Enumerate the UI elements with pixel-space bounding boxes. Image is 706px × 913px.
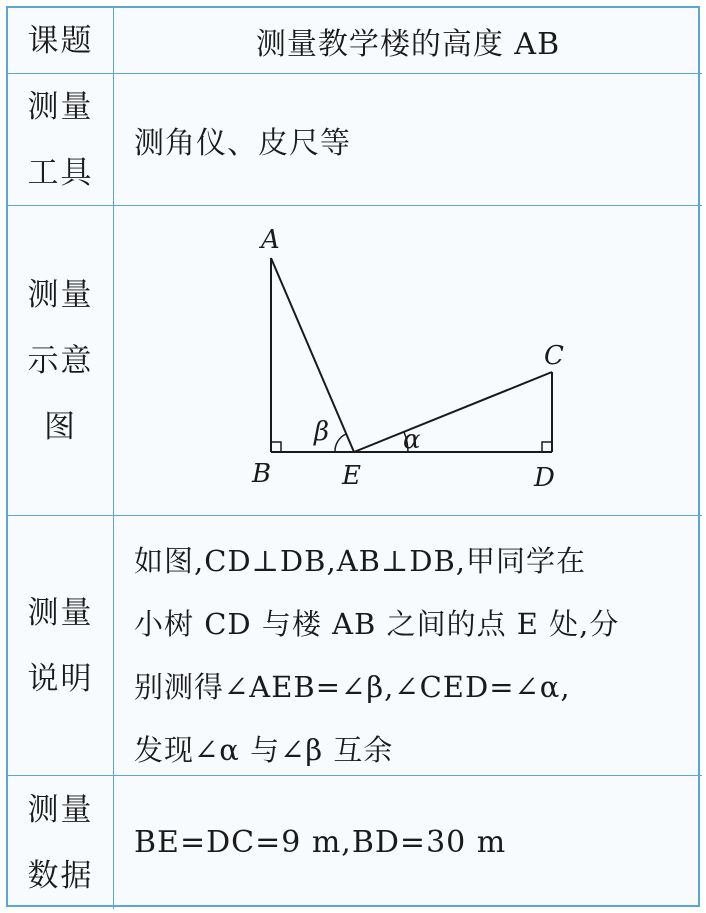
point-a-label: A — [261, 225, 280, 255]
point-b-label: B — [252, 459, 272, 489]
explanation-line: 发现∠α 与∠β 互余 — [134, 733, 394, 767]
point-e-label: E — [342, 461, 361, 491]
right-angle-d — [542, 442, 552, 452]
measurement-diagram — [114, 206, 702, 516]
tools-cell — [114, 74, 702, 206]
right-angle-b — [271, 442, 281, 452]
data-label: 测量 数据 — [8, 776, 114, 909]
explanation-line: 别测得∠AEB=∠β,∠CED=∠α, — [134, 670, 571, 704]
data-cell — [114, 776, 702, 909]
diagram-label: 测量 示意 图 — [8, 206, 114, 516]
segment-ce — [354, 372, 552, 452]
point-c-label: C — [544, 341, 564, 371]
explanation-cell — [114, 516, 702, 776]
beta-arc — [335, 434, 346, 452]
data-value: BE=DC=9 m,BD=30 m — [134, 825, 507, 860]
diagram-cell — [114, 206, 702, 516]
alpha-label: α — [403, 425, 421, 455]
tools-value: 测角仪、皮尺等 — [134, 125, 351, 161]
beta-label: β — [314, 417, 330, 447]
tools-label: 测量 工具 — [8, 74, 114, 206]
topic-cell — [114, 8, 702, 74]
segment-ae — [271, 258, 354, 452]
measurement-table — [6, 6, 700, 907]
topic-label: 课题 — [8, 8, 114, 74]
explanation-line: 小树 CD 与楼 AB 之间的点 E 处,分 — [134, 607, 620, 641]
topic-value: 测量教学楼的高度 AB — [255, 26, 561, 62]
explanation-line: 如图,CD⊥DB,AB⊥DB,甲同学在 — [134, 544, 587, 578]
explanation-label: 测量 说明 — [8, 516, 114, 776]
point-d-label: D — [534, 463, 555, 493]
